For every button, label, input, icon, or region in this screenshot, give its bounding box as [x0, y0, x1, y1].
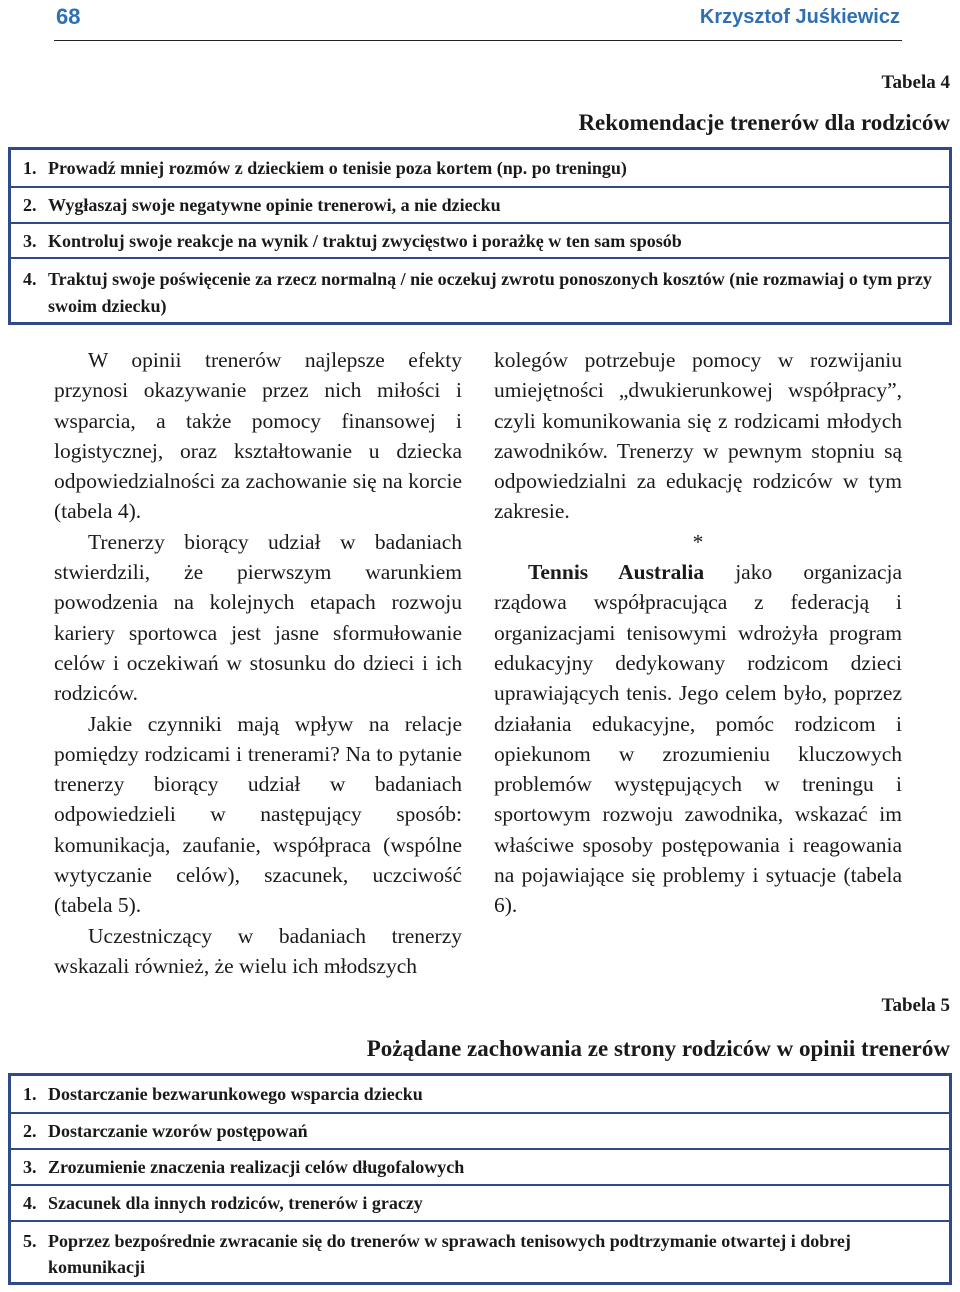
paragraph: W opinii trenerów najlepsze efekty przynosi okazywanie przez nich miłości i wsparcia, a także pomocy finansowej i logistycznej, oraz kształtowanie u dziecka odpowiedzialności za zachowanie się na korcie (tabela 4). — [54, 348, 462, 524]
paragraph: Jakie czynniki mają wpływ na relacje pomiędzy rodzicami i trenerami? Na to pytanie trenerzy biorący udział w badaniach odpowiedzieli w następujący sposób: komunikacja, zaufanie, współpraca (wspólne wytyczanie celów), szacunek, uczciwość (tabela 5). — [54, 711, 462, 918]
row-number: 4. — [23, 1193, 37, 1213]
left-column — [54, 345, 462, 981]
row-number: 5. — [23, 1231, 37, 1251]
table-row — [11, 1148, 949, 1184]
paragraph — [494, 557, 902, 921]
right-column — [494, 345, 902, 921]
running-header-author: Krzysztof Juśkiewicz — [699, 6, 900, 28]
row-number: 2. — [23, 195, 37, 215]
row-text: Kontroluj swoje reakcje na wynik / traktuj zwycięstwo i porażkę w ten sam sposób — [48, 231, 682, 251]
row-number: 4. — [23, 269, 37, 289]
row-text: Traktuj swoje poświęcenie za rzecz normalną / nie oczekuj zwrotu ponoszonych kosztów (nie rozmawiaj o tym przy swoim dziecku) — [48, 269, 932, 316]
paragraph: kolegów potrzebuje pomocy w rozwijaniu umiejętności „dwukierunkowej współpracy”, czyli komunikowania się z rodzicami młodych zawodników. Trenerzy w pewnym stopniu są odpowiedzialni za edukację rodziców w tym zakresie. — [494, 348, 902, 524]
table5-title: Pożądane zachowania ze strony rodziców w opinii trenerów — [366, 1036, 950, 1061]
table-row — [11, 1220, 949, 1282]
table-row — [11, 150, 949, 186]
row-number: 3. — [23, 231, 37, 251]
row-text: Dostarczanie wzorów postępowań — [48, 1121, 308, 1141]
table4-title: Rekomendacje trenerów dla rodziców — [578, 110, 950, 135]
organization-name: Tennis Australia — [528, 560, 705, 585]
section-separator: * — [692, 529, 704, 554]
table-row — [11, 1112, 949, 1148]
paragraph: Trenerzy biorący udział w badaniach stwierdzili, że pierwszym warunkiem powodzenia na kolejnych etapach rozwoju kariery sportowca jest jasne sformułowanie celów i oczekiwań w stosunku do dzieci i ich rodziców. — [54, 529, 462, 706]
row-number: 3. — [23, 1157, 37, 1177]
table-row — [11, 186, 949, 222]
table5-label: Tabela 5 — [881, 995, 950, 1016]
table4 — [8, 147, 952, 325]
row-text: Zrozumienie znaczenia realizacji celów długofalowych — [48, 1157, 465, 1177]
header-divider — [54, 40, 902, 41]
paragraph: Uczestniczący w badaniach trenerzy wskazali również, że wielu ich młodszych — [54, 923, 462, 978]
row-text: Prowadź mniej rozmów z dzieckiem o tenisie poza kortem (np. po treningu) — [48, 158, 627, 178]
table-row — [11, 257, 949, 322]
paragraph-text: jako organizacja rządowa współpracująca z federacją i organizacjami tenisowymi wdrożyła program edukacyjny dedykowany rodzicom dzieci uprawiających tenis. Jego celem było, poprzez działania edukacyjne, pomóc rodzicom i opiekunom w zrozumieniu kluczowych problemów występujących w treningu i sportowym rozwoju zawodnika, wskazać im właściwe sposoby postępowania i reagowania na pojawiające się problemy i sytuacje (tabela 6). — [494, 560, 902, 918]
row-text: Dostarczanie bezwarunkowego wsparcia dziecku — [48, 1084, 423, 1104]
row-text: Szacunek dla innych rodziców, trenerów i graczy — [48, 1193, 423, 1213]
table4-label: Tabela 4 — [881, 72, 950, 93]
table-row — [11, 1184, 949, 1220]
row-number: 1. — [23, 1084, 37, 1104]
row-number: 1. — [23, 158, 37, 178]
table-row — [11, 1076, 949, 1112]
table5 — [8, 1073, 952, 1285]
table-row — [11, 222, 949, 257]
row-number: 2. — [23, 1121, 37, 1141]
row-text: Wygłaszaj swoje negatywne opinie trenerowi, a nie dziecku — [48, 195, 501, 215]
page-number: 68 — [56, 4, 81, 29]
row-text: Poprzez bezpośrednie zwracanie się do trenerów w sprawach tenisowych podtrzymanie otwartej i dobrej komunikacji — [48, 1231, 851, 1277]
